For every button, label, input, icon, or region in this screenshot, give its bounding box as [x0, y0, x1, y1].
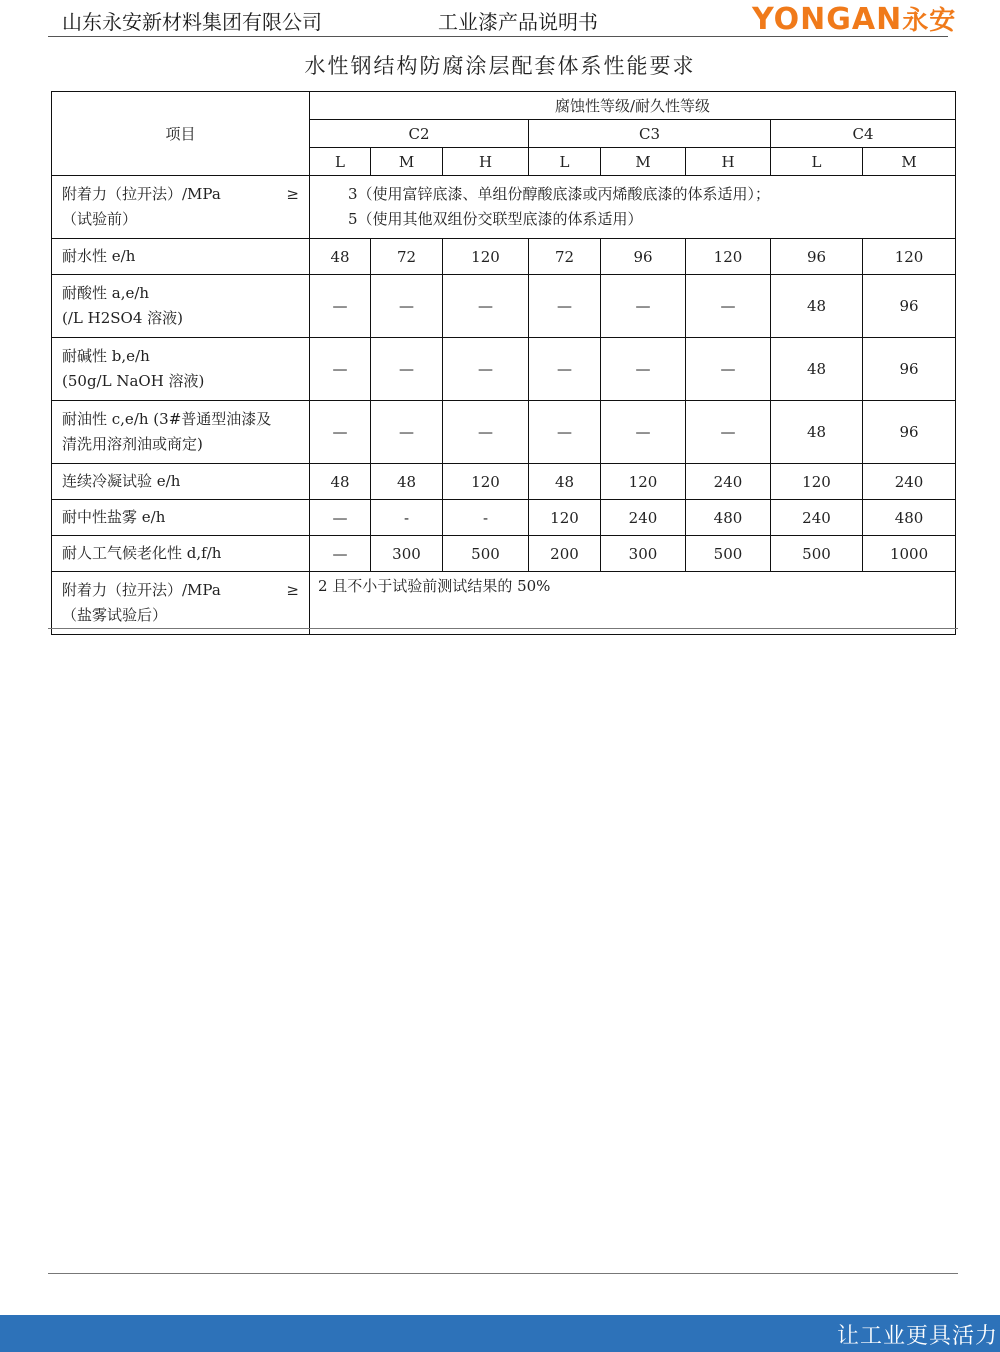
- table-cell: —: [686, 275, 771, 338]
- row-label: 连续冷凝试验 e/h: [52, 464, 310, 500]
- table-cell: —: [529, 338, 601, 401]
- adhesion-requirement: 3（使用富锌底漆、单组份醇酸底漆或丙烯酸底漆的体系适用）； 5（使用其他双组份交联型底漆的体系适用）: [310, 176, 956, 239]
- table-row-adhesion-before: [52, 176, 956, 239]
- table-cell: 480: [863, 500, 956, 536]
- header-divider: [48, 36, 948, 37]
- table-cell: 300: [371, 536, 443, 572]
- table-cell: 120: [601, 464, 686, 500]
- footer-slogan: 让工业更具活力: [836, 1324, 998, 1349]
- table-cell: 300: [601, 536, 686, 572]
- table-cell: 96: [771, 239, 863, 275]
- table-row-condensation: [52, 464, 956, 500]
- table-cell: 48: [771, 401, 863, 464]
- table-cell: 240: [686, 464, 771, 500]
- table-cell: —: [686, 338, 771, 401]
- table-cell: 500: [686, 536, 771, 572]
- table-cell: -: [443, 500, 529, 536]
- table-cell: —: [310, 536, 371, 572]
- document-type: 工业漆产品说明书: [438, 10, 598, 34]
- level-header: L: [771, 148, 863, 176]
- table-cell: —: [371, 338, 443, 401]
- logo-han: 永安: [902, 6, 957, 36]
- table-cell: —: [601, 275, 686, 338]
- row-label: 附着力（拉开法）/MPa ≥ （试验前）: [52, 176, 310, 239]
- table-cell: 48: [771, 275, 863, 338]
- table-cell: —: [686, 401, 771, 464]
- table-cell: 72: [529, 239, 601, 275]
- level-header: H: [686, 148, 771, 176]
- row-label: 耐人工气候老化性 d,f/h: [52, 536, 310, 572]
- table-cell: 480: [686, 500, 771, 536]
- row-label: 耐水性 e/h: [52, 239, 310, 275]
- table-cell: —: [529, 275, 601, 338]
- class-header-c2: C2: [310, 120, 529, 148]
- table-cell: 120: [863, 239, 956, 275]
- table-cell: —: [601, 401, 686, 464]
- table-cell: 48: [310, 464, 371, 500]
- level-header: M: [371, 148, 443, 176]
- level-header: L: [310, 148, 371, 176]
- table-cell: —: [443, 401, 529, 464]
- row-label: 耐酸性 a,e/h (/L H2SO4 溶液): [52, 275, 310, 338]
- table-cell: 96: [601, 239, 686, 275]
- table-row-salt-spray: [52, 500, 956, 536]
- gte-symbol: ≥: [286, 581, 299, 599]
- row-label: 耐中性盐雾 e/h: [52, 500, 310, 536]
- table-cell: 120: [686, 239, 771, 275]
- table-cell: 48: [371, 464, 443, 500]
- table-cell: —: [529, 401, 601, 464]
- table-cell: 96: [863, 275, 956, 338]
- performance-table: [51, 91, 956, 635]
- table-cell: 120: [771, 464, 863, 500]
- table-cell: —: [443, 338, 529, 401]
- class-header-c4: C4: [771, 120, 956, 148]
- table-cell: 48: [310, 239, 371, 275]
- table-cell: 120: [443, 239, 529, 275]
- row-label: 耐油性 c,e/h (3#普通型油漆及 清洗用溶剂油或商定): [52, 401, 310, 464]
- gte-symbol: ≥: [286, 185, 299, 203]
- table-cell: —: [601, 338, 686, 401]
- table-cell: 96: [863, 338, 956, 401]
- table-cell: —: [371, 275, 443, 338]
- table-cell: —: [310, 500, 371, 536]
- table-cell: —: [310, 401, 371, 464]
- table-cell: 120: [443, 464, 529, 500]
- logo-latin: YONGAN: [752, 2, 903, 37]
- item-header: 项目: [52, 92, 310, 176]
- table-row-water: [52, 239, 956, 275]
- row-label: 耐碱性 b,e/h (50g/L NaOH 溶液): [52, 338, 310, 401]
- level-header: M: [601, 148, 686, 176]
- footer-bar: [0, 1315, 1000, 1352]
- table-cell: 120: [529, 500, 601, 536]
- table-cell: —: [310, 338, 371, 401]
- table-cell: 72: [371, 239, 443, 275]
- table-cell: 48: [771, 338, 863, 401]
- table-cell: 48: [529, 464, 601, 500]
- brand-logo: [752, 0, 956, 37]
- table-row-alkali: [52, 338, 956, 401]
- row-label: 附着力（拉开法）/MPa ≥ （盐雾试验后）: [52, 572, 310, 635]
- table-cell: 500: [443, 536, 529, 572]
- table-cell: —: [310, 275, 371, 338]
- table-cell: 96: [863, 401, 956, 464]
- table-cell: 240: [771, 500, 863, 536]
- table-cell: 200: [529, 536, 601, 572]
- table-cell: 240: [863, 464, 956, 500]
- group-header: 腐蚀性等级/耐久性等级: [310, 92, 956, 120]
- class-header-c3: C3: [529, 120, 771, 148]
- table-row-acid: [52, 275, 956, 338]
- level-header: L: [529, 148, 601, 176]
- company-name: 山东永安新材料集团有限公司: [62, 10, 322, 34]
- page-title: 水性钢结构防腐涂层配套体系性能要求: [304, 54, 696, 78]
- table-cell: —: [443, 275, 529, 338]
- table-cell: 240: [601, 500, 686, 536]
- table-cell: 1000: [863, 536, 956, 572]
- table-cell: -: [371, 500, 443, 536]
- footer-divider: [48, 1273, 958, 1274]
- adhesion-after-requirement: 2 且不小于试验前测试结果的 50%: [310, 572, 956, 635]
- section-divider: [48, 628, 958, 629]
- table-row-adhesion-after: [52, 572, 956, 635]
- level-header: M: [863, 148, 956, 176]
- table-cell: —: [371, 401, 443, 464]
- table-row-weathering: [52, 536, 956, 572]
- table-row-oil: [52, 401, 956, 464]
- table-cell: 500: [771, 536, 863, 572]
- level-header: H: [443, 148, 529, 176]
